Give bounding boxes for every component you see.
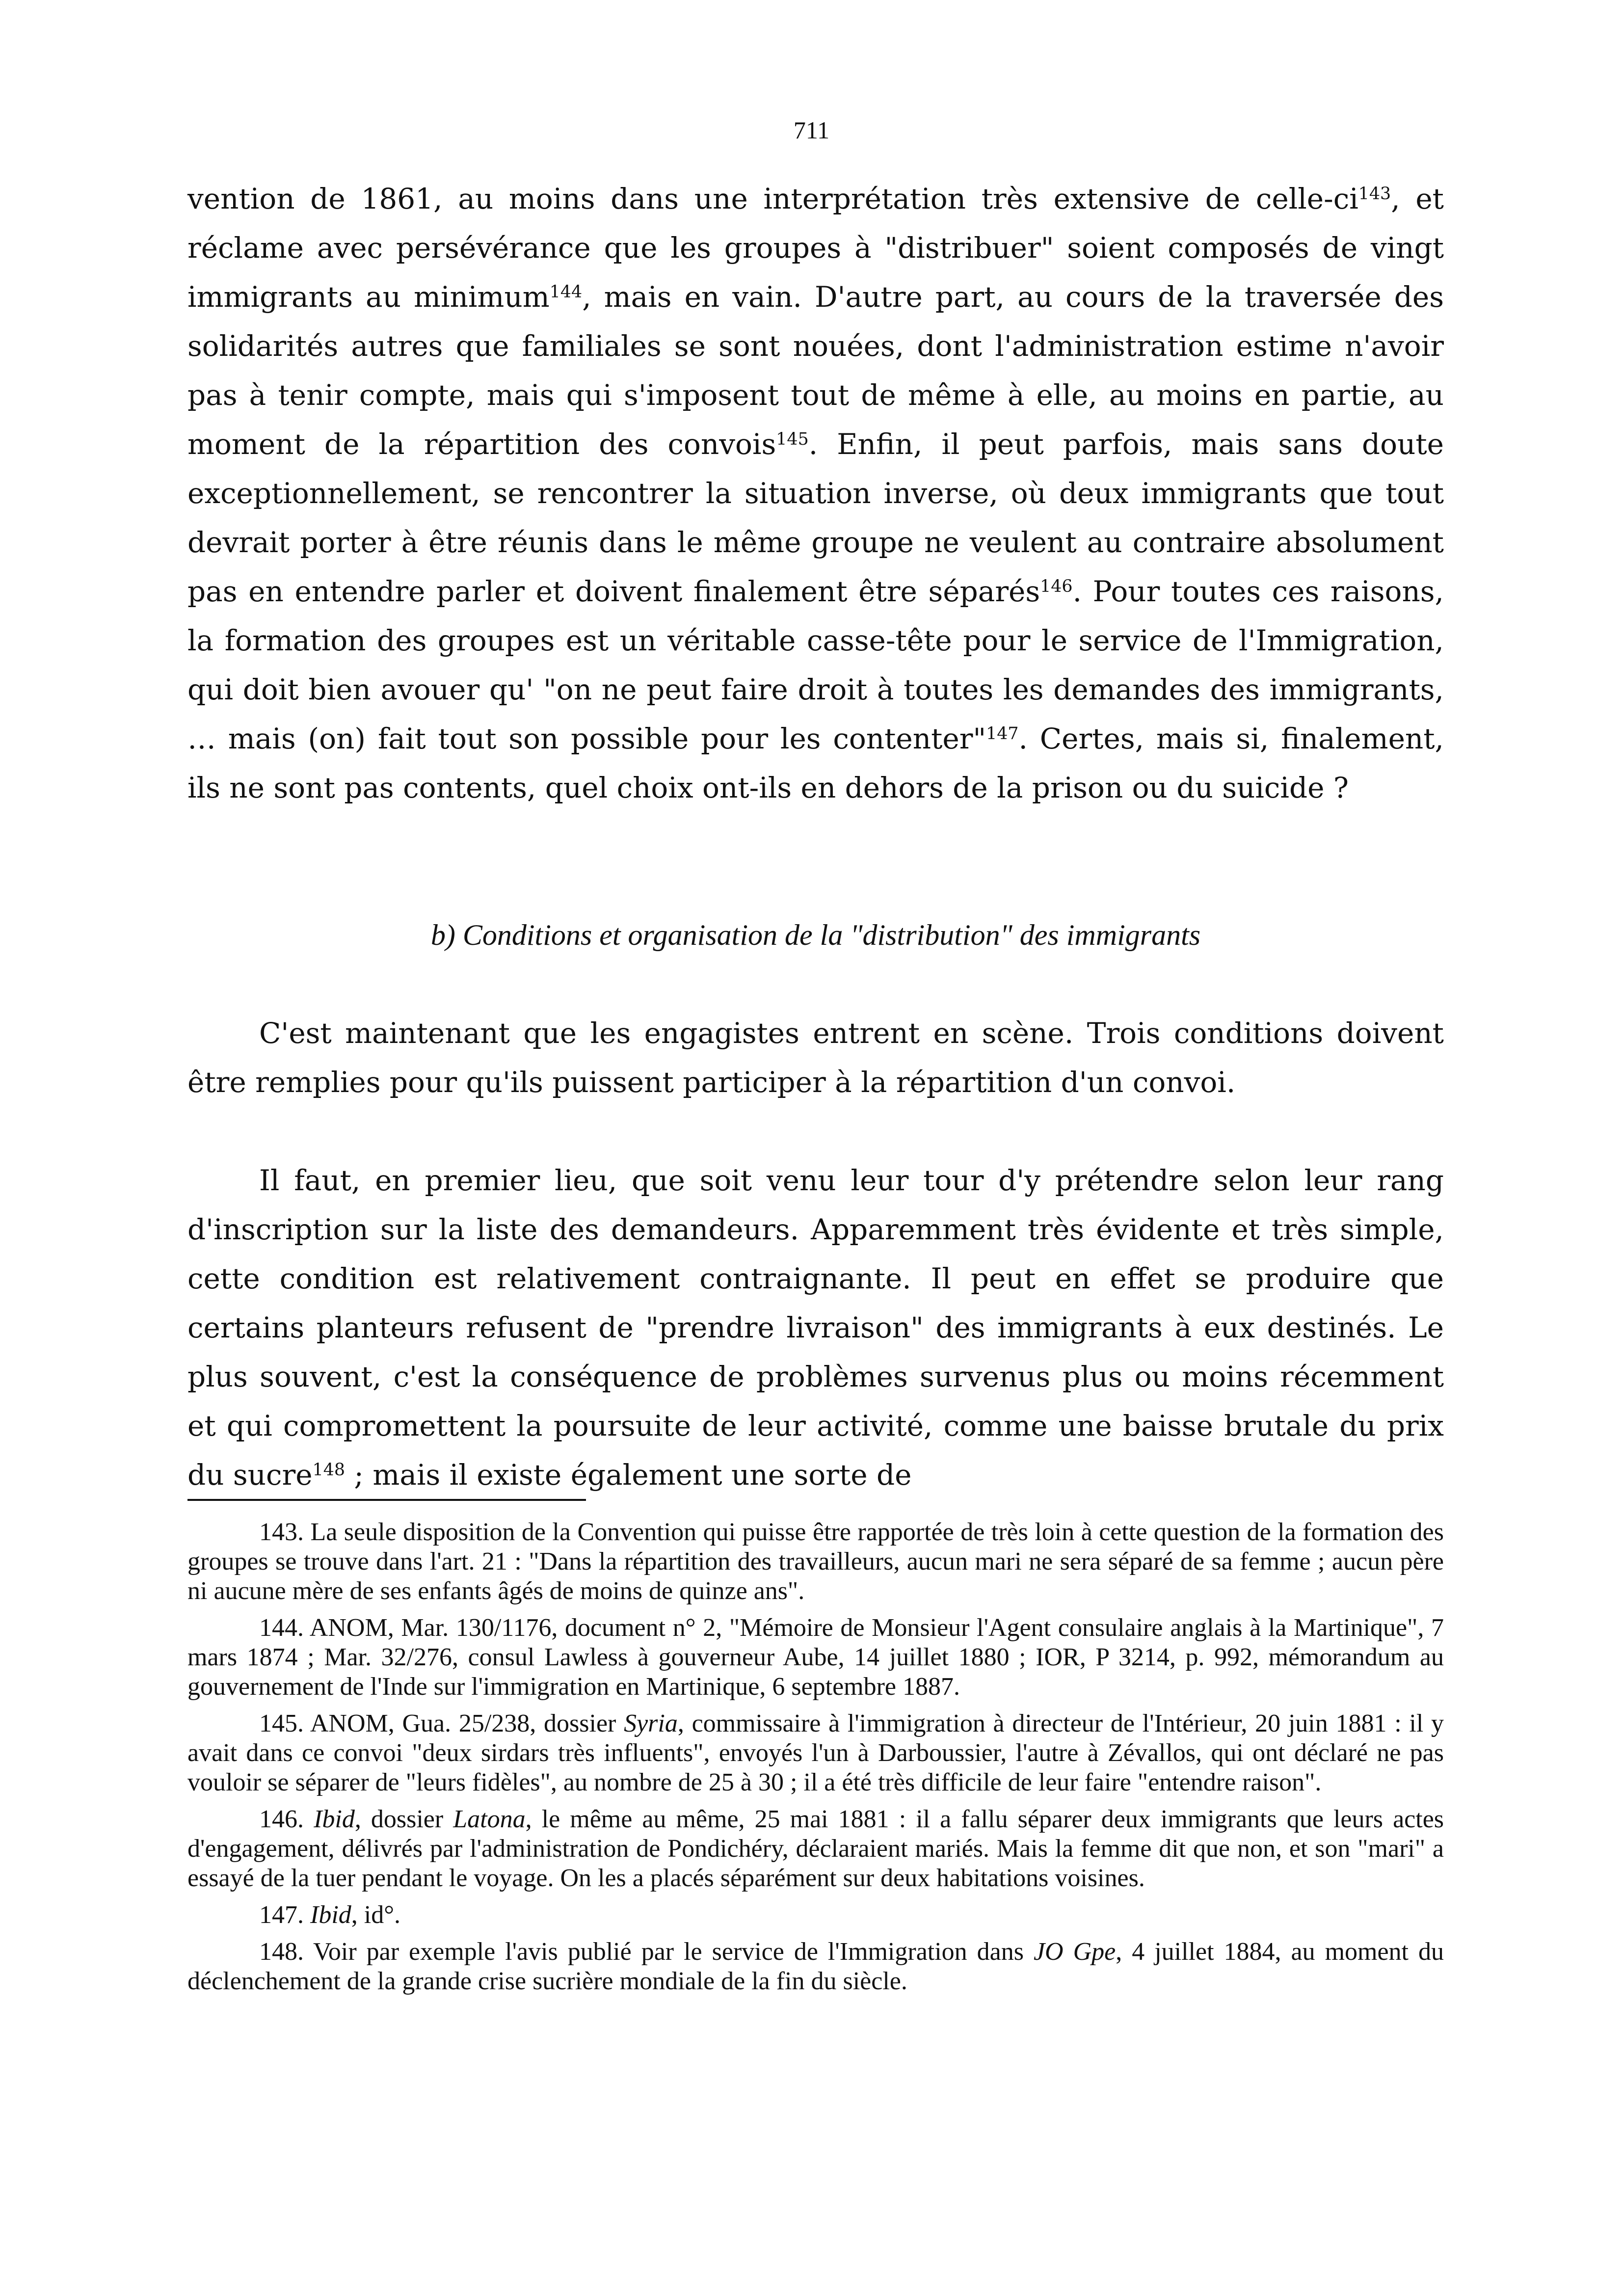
- footnote-ref-148[interactable]: 148: [312, 1460, 345, 1480]
- spacer: [187, 960, 1444, 1009]
- italic-title: Syria: [624, 1709, 678, 1737]
- text-run: , dossier: [354, 1805, 453, 1833]
- text-run: . Pour toutes ces raisons, la formation des groupes est un véritable casse-tête pour le service de l'Immigration, qui doit bien avouer qu' "on ne peut faire droit à toutes les demandes des immigrants, … mais (on) fait tout son possible pour les contenter": [187, 575, 1444, 755]
- text-run: 145. ANOM, Gua. 25/238, dossier: [259, 1709, 624, 1737]
- spacer: [187, 1107, 1444, 1156]
- text-run: , mais en vain. D'autre part, au cours de la traversée des solidarités autres que familiales se sont nouées, dont l'administration estime n'avoir pas à tenir compte, mais qui s'imposent tout de même à elle, au moins en partie, au moment de la répartition des convois: [187, 280, 1444, 461]
- footnote-ref-147[interactable]: 147: [986, 723, 1019, 744]
- footnote-148: [187, 1937, 1444, 1996]
- text-run: 147.: [259, 1901, 310, 1929]
- italic-title: Latona: [453, 1805, 526, 1833]
- page-number: 711: [793, 116, 830, 144]
- paragraph-engagistes: C'est maintenant que les engagistes entrent en scène. Trois conditions doivent être remplies pour qu'ils puissent participer à la répartition d'un convoi.: [187, 1016, 1444, 1099]
- text-run: , commissaire à l'immigration à directeur de l'Intérieur, 20 juin 1881 : il y avait dans ce convoi "deux sirdars très influents", envoyés l'un à Darboussier, l'autre à Zévallos, qui ont déclaré ne pas vouloir se séparer de "leurs fidèles", au nombre de 25 à 30 ; il a été très difficile de leur faire "entendre raison".: [187, 1709, 1444, 1796]
- footnote-ref-143[interactable]: 143: [1358, 184, 1391, 204]
- text-run: 148. Voir par exemple l'avis publié par le service de l'Immigration dans: [259, 1938, 1034, 1966]
- text-run: , id°.: [351, 1901, 401, 1929]
- text-run: 146.: [259, 1805, 314, 1833]
- text-run: , 4 juillet 1884, au moment du déclenchement de la grande crise sucrière mondiale de la fin du siècle.: [187, 1938, 1444, 1995]
- footnote-147: [187, 1900, 1444, 1930]
- footnote-separator: [187, 1499, 586, 1501]
- section-heading: b) Conditions et organisation de la "distribution" des immigrants: [430, 919, 1201, 951]
- text-run: , et réclame avec persévérance que les groupes à "distribuer" soient composés de vingt immigrants au minimum: [187, 182, 1444, 314]
- footnote-143: 143. La seule disposition de la Convention qui puisse être rapportée de très loin à cette question de la formation des groupes se trouve dans l'art. 21 : "Dans la répartition des travailleurs, aucun mari ne sera séparé de sa femme ; aucun père ni aucune mère de ses enfants âgés de moins de quinze ans".: [187, 1518, 1444, 1605]
- footnotes: [187, 1518, 1444, 2003]
- main-text: [187, 174, 1444, 1499]
- text-run: , le même au même, 25 mai 1881 : il a fallu séparer deux immigrants que leurs actes d'engagement, délivrés par l'administration de Pondichéry, déclaraient mariés. Mais la femme dit que non, et son "mari" a essayé de la tuer pendant le voyage. On les a placés séparément sur deux habitations voisines.: [187, 1805, 1444, 1892]
- footnote-145: [187, 1709, 1444, 1797]
- paragraph-continued: [187, 174, 1444, 812]
- spacer: [187, 812, 1444, 910]
- italic-ibid: Ibid: [314, 1805, 355, 1833]
- footnote-ref-144[interactable]: 144: [549, 282, 583, 302]
- text-run: . Certes, mais si, finalement, ils ne sont pas contents, quel choix ont-ils en dehors de la prison ou du suicide ?: [187, 722, 1444, 804]
- paragraph-premier-lieu: [187, 1156, 1444, 1499]
- text-run: . Enfin, il peut parfois, mais sans doute exceptionnellement, se rencontrer la situation inverse, où deux immigrants que tout devrait porter à être réunis dans le même groupe ne veulent au contraire absolument pas en entendre parler et doivent finalement être séparés: [187, 427, 1444, 608]
- footnote-146: [187, 1805, 1444, 1893]
- text-run: vention de 1861, au moins dans une interprétation très extensive de celle-ci: [187, 182, 1358, 215]
- footnote-144: 144. ANOM, Mar. 130/1176, document n° 2, "Mémoire de Monsieur l'Agent consulaire anglais à la Martinique", 7 mars 1874 ; Mar. 32/276, consul Lawless à gouverneur Aube, 14 juillet 1880 ; IOR, P 3214, p. 992, mémorandum au gouvernement de l'Inde sur l'immigration en Martinique, 6 septembre 1887.: [187, 1614, 1444, 1701]
- italic-ibid: Ibid: [310, 1901, 351, 1929]
- text-run: ; mais il existe également une sorte de: [345, 1458, 912, 1492]
- italic-title: JO Gpe: [1033, 1938, 1116, 1966]
- footnote-ref-146[interactable]: 146: [1040, 576, 1073, 596]
- footnote-ref-145[interactable]: 145: [776, 429, 809, 449]
- text-run: Il faut, en premier lieu, que soit venu leur tour d'y prétendre selon leur rang d'inscription sur la liste des demandeurs. Apparemment très évidente et très simple, cette condition est relativement contraignante. Il peut en effet se produire que certains planteurs refusent de "prendre livraison" des immigrants à eux destinés. Le plus souvent, c'est la conséquence de problèmes survenus plus ou moins récemment et qui compromettent la poursuite de leur activité, comme une baisse brutale du prix du sucre: [187, 1164, 1444, 1492]
